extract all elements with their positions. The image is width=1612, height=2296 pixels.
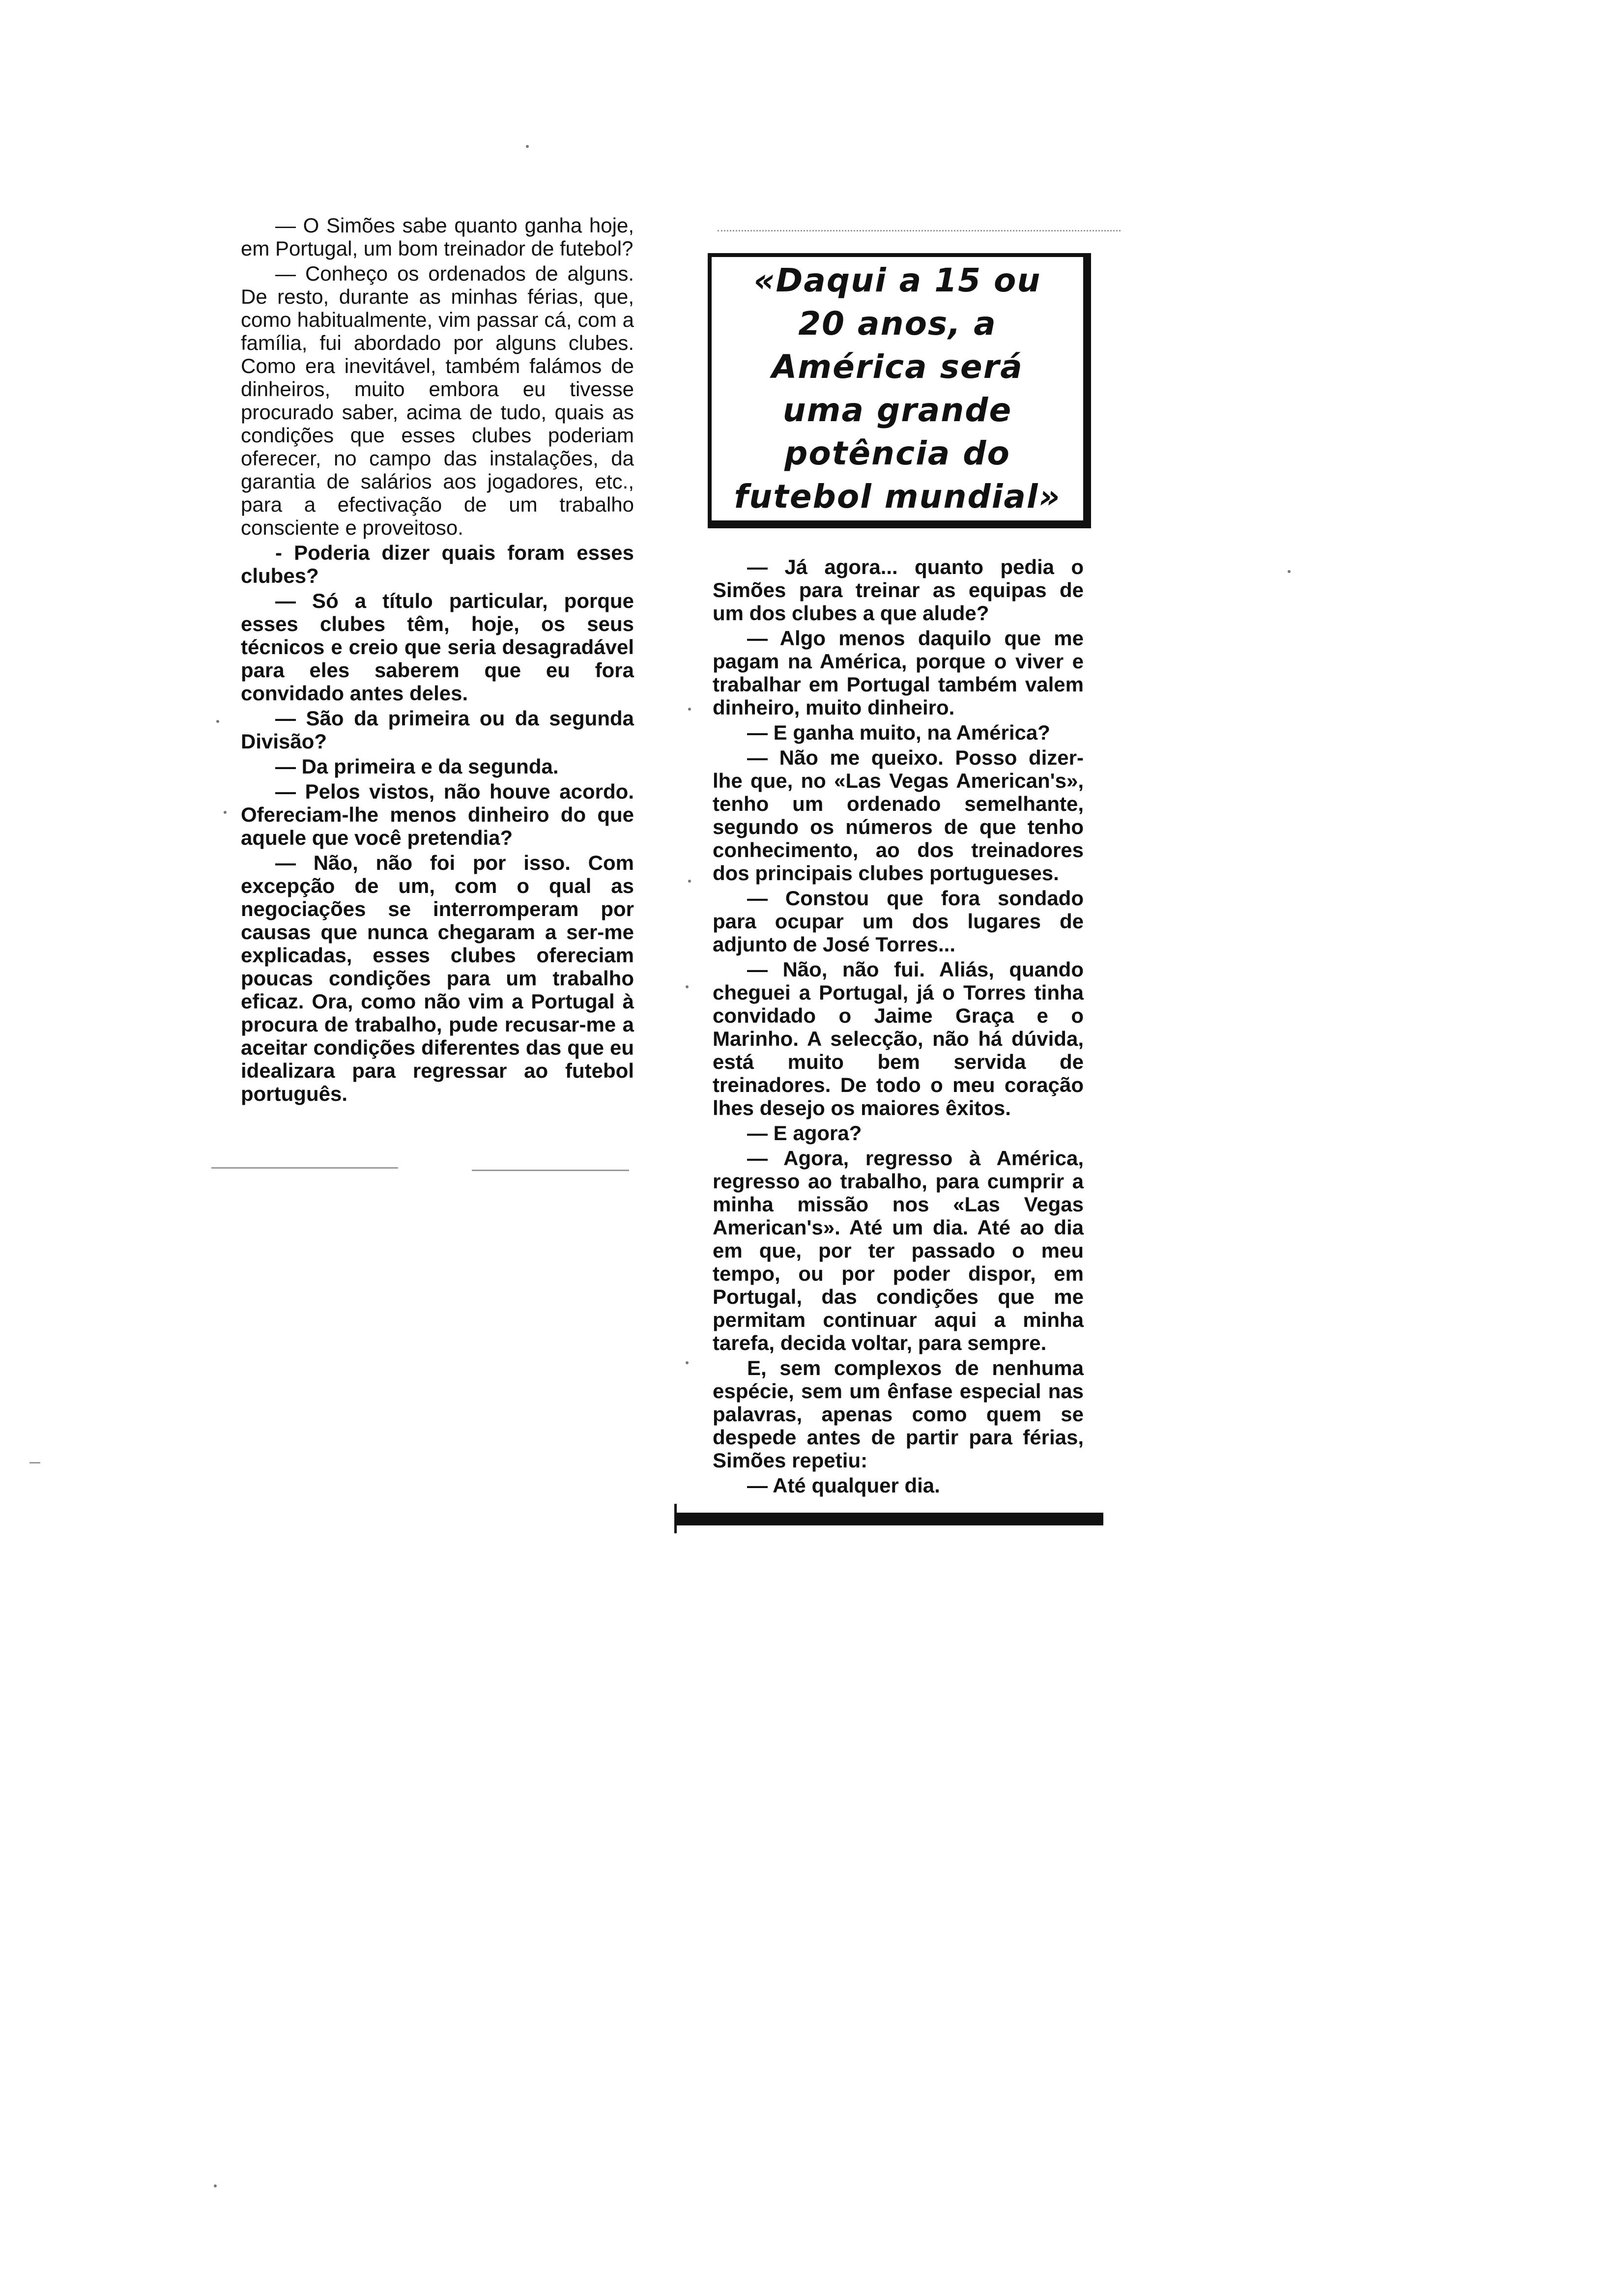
left-column [241,214,634,1107]
paragraph: — Não, não foi por isso. Com excepção de um, com o qual as negociações se interromperam por causas que nunca chegaram a ser-me explicadas, esses clubes ofereciam poucas condições para um trabalho eficaz. Ora, como não vim a Portugal à procura de trabalho, pude recusar-me a aceitar condições diferentes das que eu idealizara para regressar ao futebol português. [241,851,634,1105]
scan-speck [29,1462,40,1464]
scan-dotted-line [472,1170,629,1171]
paragraph: — Pelos vistos, não houve acordo. Ofereciam-lhe menos dinheiro do que aquele que você pretendia? [241,780,634,849]
scan-speck [686,1361,689,1364]
closing-rule [676,1513,1103,1525]
scan-speck [214,2184,217,2187]
paragraph: — Agora, regresso à América, regresso ao trabalho, para cumprir a minha missão nos «Las Vegas American's». Até um dia. Até ao dia em que, por ter passado o meu tempo, ou por poder dispor, em Portugal, das condições que me permitam continuar aqui a minha tarefa, decida voltar, para sempre. [713,1147,1084,1354]
paragraph: — Constou que fora sondado para ocupar um dos lugares de adjunto de José Torres... [713,887,1084,956]
paragraph: — Só a título particular, porque esses clubes têm, hoje, os seus técnicos e creio que seria desagradável para eles saberem que eu fora convidado antes deles. [241,589,634,705]
paragraph: - Poderia dizer quais foram esses clubes? [241,541,634,587]
scan-speck [216,720,219,723]
paragraph: — Até qualquer dia. [747,1474,940,1497]
paragraph: — São da primeira ou da segunda Divisão? [241,707,634,753]
right-column [713,555,1084,1499]
scan-speck [688,880,691,883]
paragraph: — Conheço os ordenados de alguns. De resto, durante as minhas férias, que, como habitualmente, vim passar cá, com a família, fui abordado por alguns clubes. Como era inevitável, também falámos de dinheiros, muito embora eu tivesse procurado saber, acima de tudo, quais as condições que esses clubes poderiam oferecer, no campo das instalações, da garantia de salários aos jogadores, etc., para a efectivação de um trabalho consciente e proveitoso. [241,262,634,539]
paragraph: — E ganha muito, na América? [747,721,1050,744]
scan-dotted-line [211,1167,398,1169]
paragraph: — O Simões sabe quanto ganha hoje, em Portugal, um bom treinador de futebol? [241,214,634,260]
paragraph: — Não me queixo. Posso dizer-lhe que, no «Las Vegas American's», tenho um ordenado semelhante, segundo os números de que tenho conhecimento, ao dos treinadores dos principais clubes portugueses. [713,746,1084,885]
paragraph: — E agora? [747,1121,862,1145]
scan-speck [686,985,689,988]
scan-speck [1288,570,1291,573]
scan-speck [224,811,227,814]
scan-speck [688,708,691,711]
headline-box [708,253,1091,528]
paragraph: — Já agora... quanto pedia o Simões para treinar as equipas de um dos clubes a que alude? [713,555,1084,625]
paragraph: — Da primeira e da segunda. [275,755,559,778]
scan-speck [526,145,529,148]
paragraph: — Algo menos daquilo que me pagam na América, porque o viver e trabalhar em Portugal também valem dinheiro, muito dinheiro. [713,627,1084,719]
top-dotted-rule [718,230,1121,231]
headline: «Daqui a 15 ou 20 anos, a América será uma grande potência do futebol mundial» [734,261,1061,516]
paragraph: E, sem complexos de nenhuma espécie, sem um ênfase especial nas palavras, apenas como quem se despede antes de partir para férias, Simões repetiu: [713,1356,1084,1472]
paragraph: — Não, não fui. Aliás, quando cheguei a Portugal, já o Torres tinha convidado o Jaime Graça e o Marinho. A selecção, não há dúvida, está muito bem servida de treinadores. De todo o meu coração lhes desejo os maiores êxitos. [713,958,1084,1119]
